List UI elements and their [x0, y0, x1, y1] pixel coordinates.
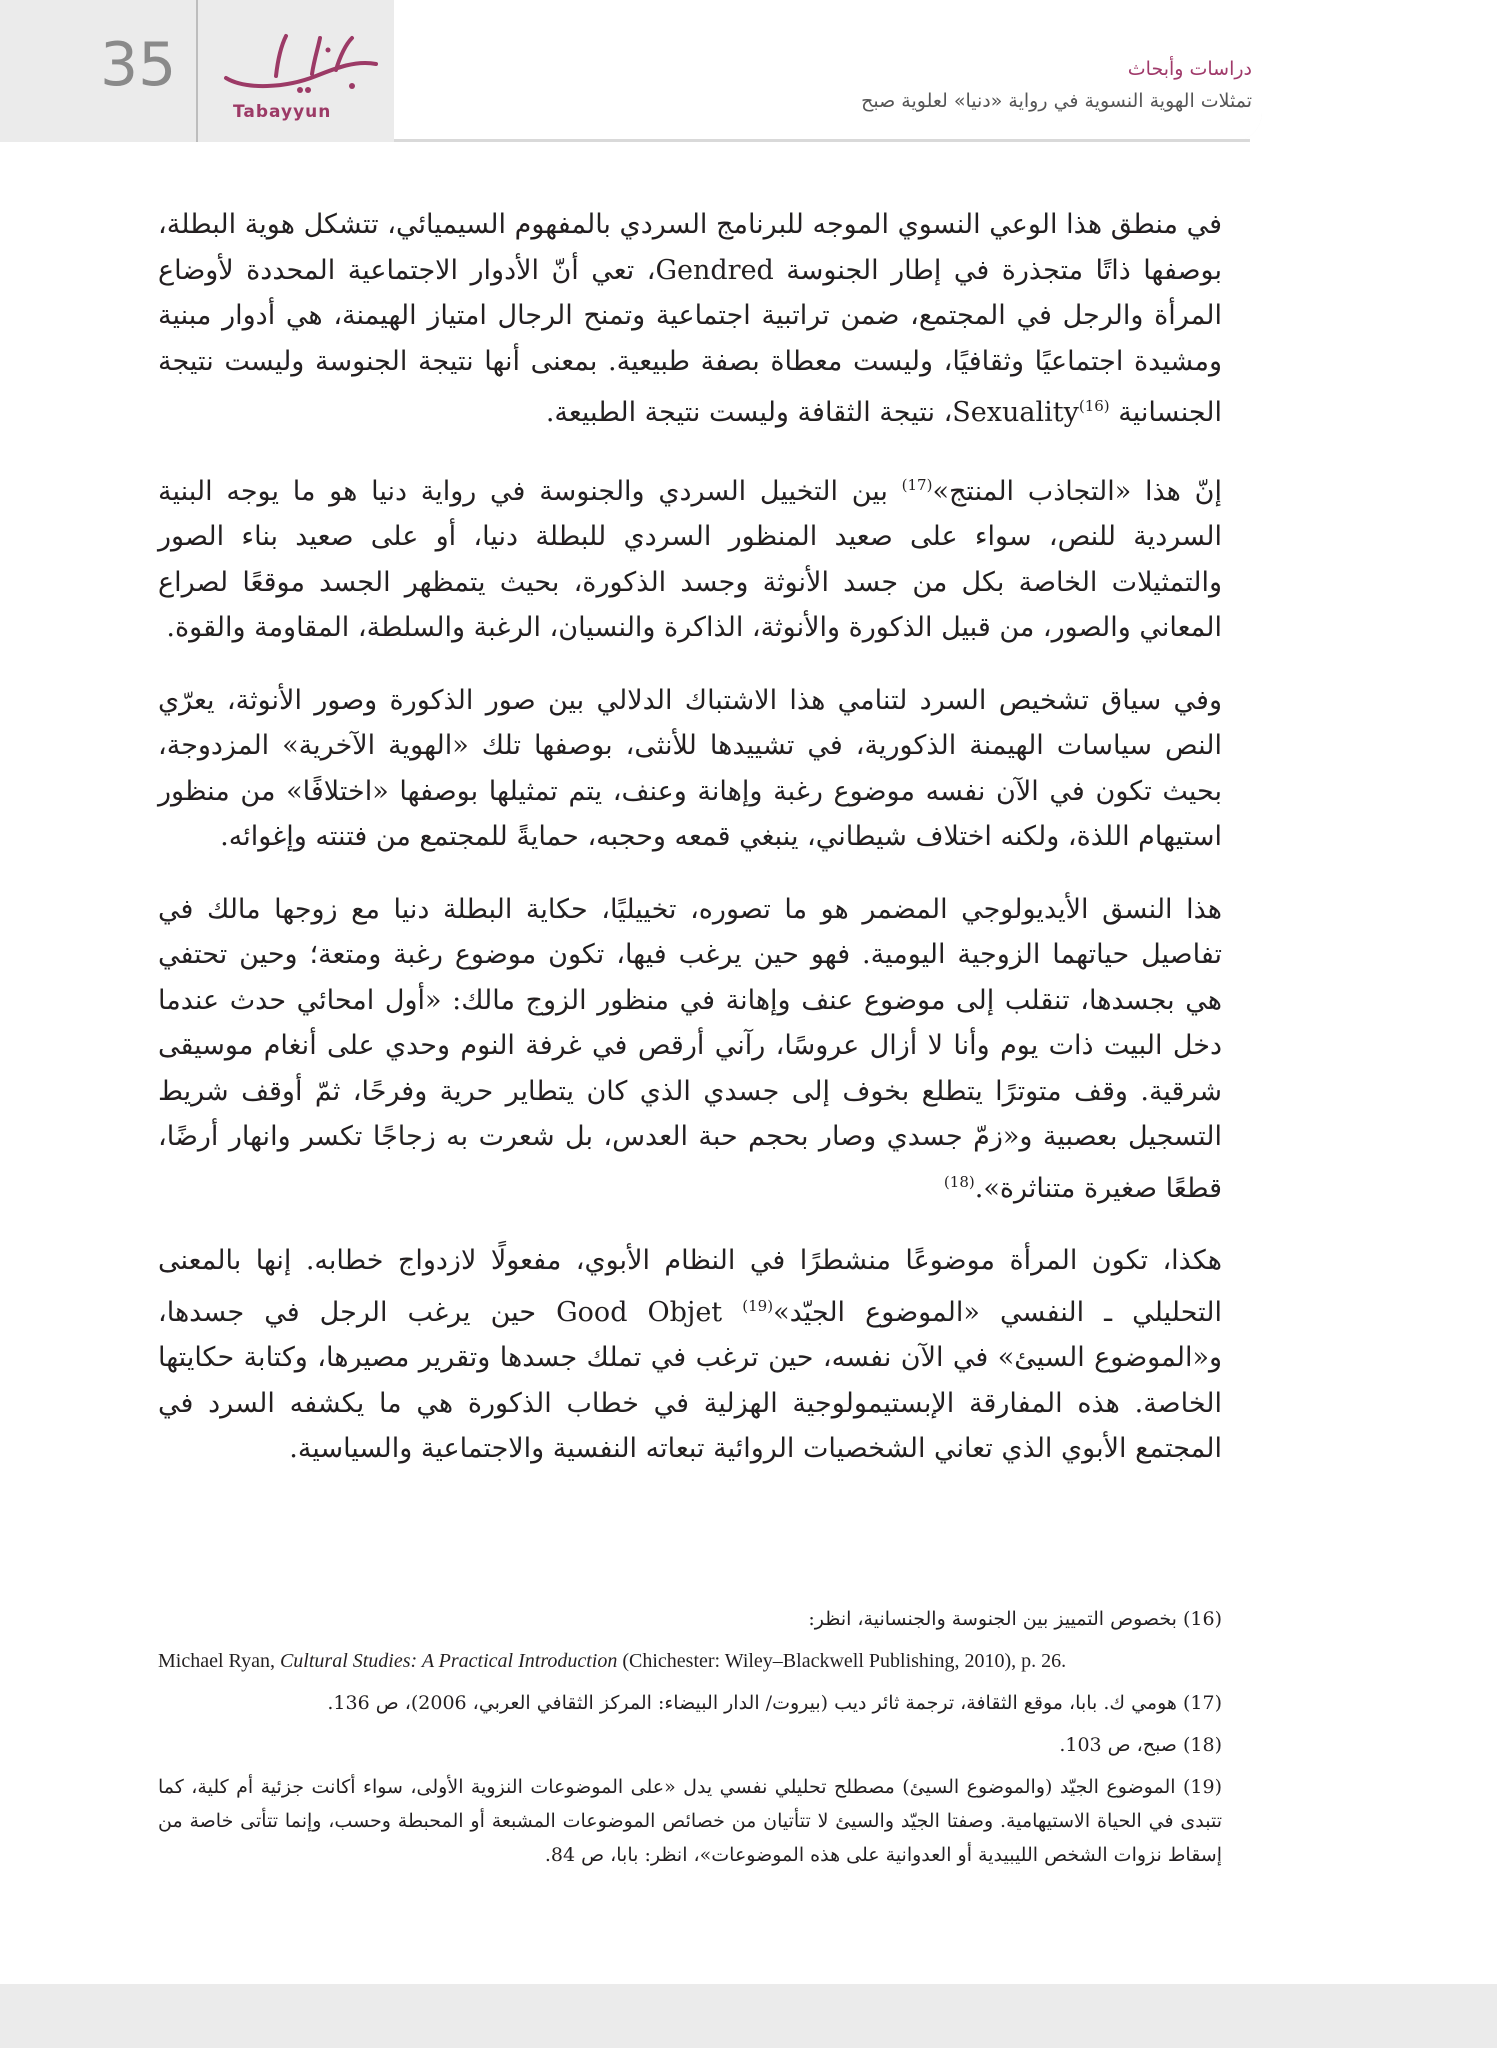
footnote-19: (19) الموضوع الجيّد (والموضوع السيئ) مصطلح تحليلي نفسي يدل «على الموضوعات النزوية الأولى، سواء أكانت جزئية أم كلية، كما تتبدى في الحياة الاستيهامية. وصفتا الجيّد والسيئ لا تتأتيان من خصائص الموضوعات المشبعة أو المحبطة وحسب، وإنما تتأتى خاصة من إسقاط نزوات الشخص الليبيدية أو العدوانية على هذه الموضوعات»، انظر: بابا، ص 84.	[158, 1776, 1222, 1866]
paragraph-1	[158, 202, 1222, 436]
footnote-17: (17) هومي ك. بابا، موقع الثقافة، ترجمة ثائر ديب (بيروت/ الدار البيضاء: المركز الثقافي العربي، 2006)، ص 136.	[327, 1692, 1222, 1714]
footnotes	[158, 1602, 1222, 1880]
footnote-16: (16) بخصوص التمييز بين الجنوسة والجنسانية، انظر:	[808, 1608, 1222, 1630]
paragraph-2	[158, 463, 1222, 651]
footnote-18: (18) صبح، ص 103.	[1059, 1734, 1222, 1756]
paragraph-text: ، نتيجة الثقافة وليست نتيجة الطبيعة.	[545, 397, 953, 428]
reference-author: Michael Ryan,	[158, 1650, 280, 1672]
paragraph-3	[158, 678, 1222, 860]
page-number: 35	[100, 30, 177, 100]
footnote-ref-18[interactable]: (18)	[943, 1172, 975, 1191]
paragraph-5	[158, 1238, 1222, 1472]
paragraph-text: Good Objet حين يرغب الرجل في جسدها، و«الموضوع السيئ» في الآن نفسه، حين ترغب في تملك جسدها وتقرير مصيرها، وكتابة حكايتها الخاصة. هذه المفارقة الإبستيمولوجية الهزلية في خطاب الذكورة هي ما يكشفه السرد في المجتمع الأبوي الذي تعاني الشخصيات الروائية تبعاته النفسية والاجتماعية والسياسية.	[158, 1296, 1222, 1464]
footnote-ref-19[interactable]: (19)	[742, 1296, 774, 1315]
running-title: تمثلات الهوية النسوية في رواية «دنيا» لعلوية صبح	[861, 90, 1252, 112]
footnote-ref-16[interactable]: (16)	[1078, 397, 1110, 415]
logo-latin-text: Tabayyun	[233, 102, 332, 122]
paragraph-4	[158, 887, 1222, 1212]
footer-band	[0, 1984, 1497, 2048]
footnote-16-reference	[158, 1644, 1222, 1678]
logo-calligraphy-icon	[216, 30, 391, 100]
reference-details: (Chichester: Wiley–Blackwell Publishing, 2010), p. 26.	[617, 1650, 1067, 1672]
tabayyun-logo	[216, 30, 391, 122]
footnote-ref-17[interactable]: (17)	[901, 475, 933, 494]
article-body	[158, 202, 1222, 1499]
paragraph-text: وفي سياق تشخيص السرد لتنامي هذا الاشتباك الدلالي بين صور الذكورة وصور الأنوثة، يعرّي النص سياسات الهيمنة الذكورية، في تشييدها للأنثى، بوصفها تلك «الهوية الآخرية» المزدوجة، بحيث تكون في الآن نفسه موضوع رغبة وإهانة وعنف، يتم تمثيلها بوصفها «اختلافًا» من منظور استيهام اللذة، ولكنه اختلاف شيطاني، ينبغي قمعه وحجبه، حمايةً للمجتمع من فتنته وإغوائه.	[158, 684, 1222, 852]
paragraph-text: في منطق هذا الوعي النسوي الموجه للبرنامج السردي بالمفهوم السيميائي، تتشكل هوية البطلة، بوصفها ذاتًا متجذرة في إطار الجنوسة Gendred، تعي أنّ الأدوار الاجتماعية المحددة لأوضاع المرأة والرجل في المجتمع، ضمن تراتبية اجتماعية وتمنح الرجال امتياز الهيمنة، هي أدوار مبنية ومشيدة اجتماعيًا وثقافيًا، وليست معطاة بصفة طبيعية. بمعنى أنها نتيجة الجنوسة وليست نتيجة الجنسانية Sexuality	[158, 209, 1222, 428]
reference-title: Cultural Studies: A Practical Introduction	[279, 1650, 618, 1672]
header-divider	[196, 0, 198, 142]
section-label: دراسات وأبحاث	[1127, 58, 1252, 80]
paragraph-text: هذا النسق الأيديولوجي المضمر هو ما تصوره، تخييليًا، حكاية البطلة دنيا مع زوجها مالك في تفاصيل حياتهما الزوجية اليومية. فهو حين يرغب فيها، تكون موضوع رغبة ومتعة؛ وحين تحتفي هي بجسدها، تنقلب إلى موضوع عنف وإهانة في منظور الزوج مالك: «أول امحائي حدث عندما دخل البيت ذات يوم وأنا لا أزال عروسًا، رآني أرقص في غرفة النوم وحدي على أنغام موسيقى شرقية. وقف متوترًا يتطلع بخوف إلى جسدي الذي كان يتطاير حرية وفرحًا، ثمّ أوقف شريط التسجيل بعصبية و«زمّ جسدي وصار بحجم حبة العدس، بل شعرت به زجاجًا تكسر وانهار أرضًا، قطعًا صغيرة متناثرة».	[158, 893, 1222, 1204]
paragraph-text: بين التخييل السردي والجنوسة في رواية دنيا هو ما يوجه البنية السردية للنص، سواء على صعيد المنظور السردي للبطلة دنيا، أو على صعيد بناء الصور والتمثيلات الخاصة بكل من جسد الأنوثة وجسد الذكورة، بحيث يتمظهر الجسد موقعًا لصراع المعاني والصور، من قبيل الذكورة والأنوثة، الذاكرة والنسيان، الرغبة والسلطة، المقاومة والقوة.	[158, 475, 1222, 643]
paragraph-text: إنّ هذا «التجاذب المنتج»	[932, 475, 1222, 507]
paragraph-text: هكذا، تكون المرأة موضوعًا منشطرًا في النظام الأبوي، مفعولًا لازدواج خطابه. إنها بالمعنى التحليلي ـ النفسي «الموضوع الجيّد»	[158, 1245, 1222, 1328]
header-rule	[394, 139, 1250, 142]
